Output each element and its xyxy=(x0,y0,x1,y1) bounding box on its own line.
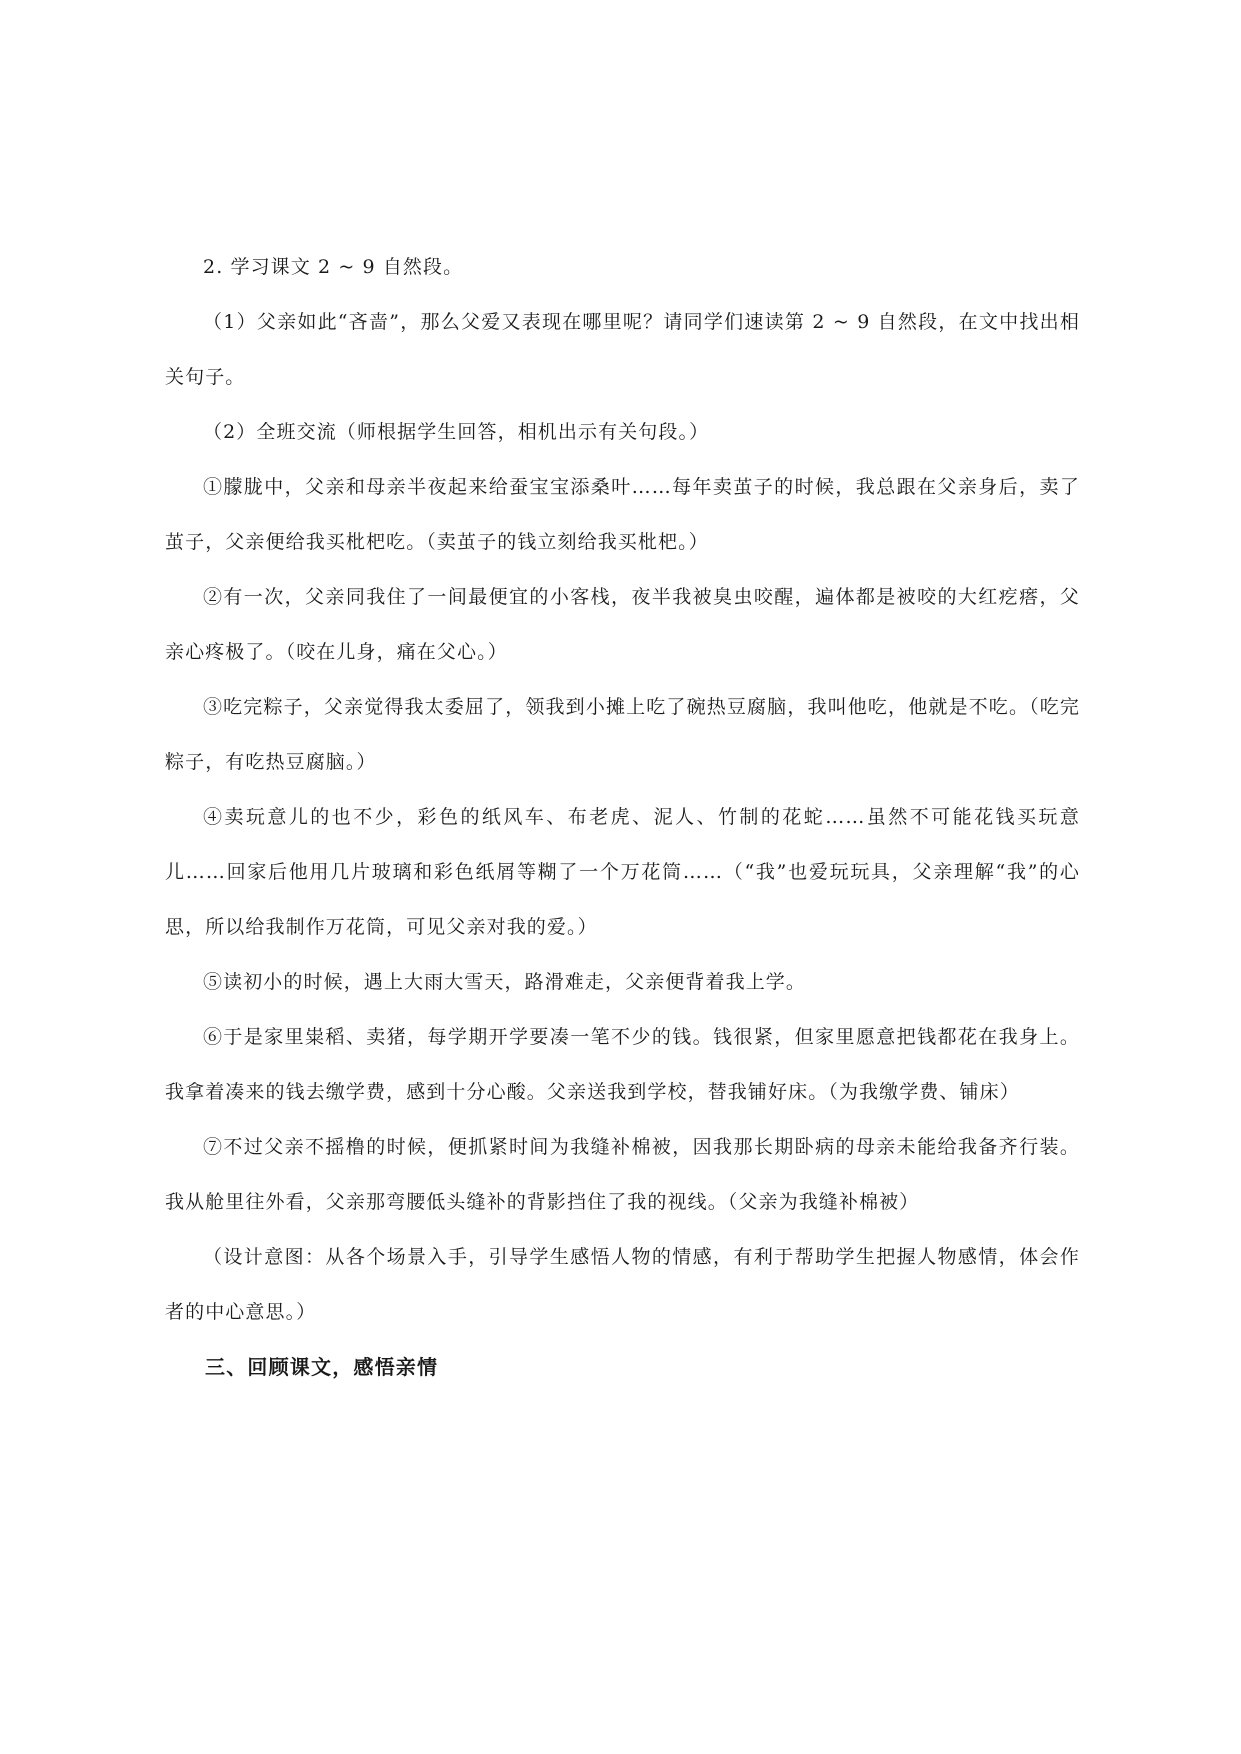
excerpt-1: ①朦胧中，父亲和母亲半夜起来给蚕宝宝添桑叶……每年卖茧子的时候，我总跟在父亲身后，卖了茧子，父亲便给我买枇杷吃。（卖茧子的钱立刻给我买枇杷。） xyxy=(165,476,1080,553)
question-2: （2）全班交流（师根据学生回答，相机出示有关句段。） xyxy=(203,421,710,443)
excerpt-3: ③吃完粽子，父亲觉得我太委屈了，领我到小摊上吃了碗热豆腐脑，我叫他吃，他就是不吃。（吃完粽子，有吃热豆腐脑。） xyxy=(165,696,1080,773)
design-intent-note: （设计意图：从各个场景入手，引导学生感悟人物的情感，有利于帮助学生把握人物感情，体会作者的中心意思。） xyxy=(165,1246,1080,1323)
section-heading: 三、回顾课文，感悟亲情 xyxy=(205,1355,439,1379)
page-content xyxy=(165,240,1080,1395)
excerpt-7: ⑦不过父亲不摇橹的时候，便抓紧时间为我缝补棉被，因我那长期卧病的母亲未能给我备齐行装。我从舱里往外看，父亲那弯腰低头缝补的背影挡住了我的视线。（父亲为我缝补棉被） xyxy=(165,1136,1080,1213)
question-1: （1）父亲如此“吝啬”，那么父爱又表现在哪里呢？请同学们速读第 2 ~ 9 自然段，在文中找出相关句子。 xyxy=(165,311,1080,388)
excerpt-6: ⑥于是家里粜稻、卖猪，每学期开学要凑一笔不少的钱。钱很紧，但家里愿意把钱都花在我身上。我拿着凑来的钱去缴学费，感到十分心酸。父亲送我到学校，替我铺好床。（为我缴学费、铺床） xyxy=(165,1026,1080,1103)
excerpt-2: ②有一次，父亲同我住了一间最便宜的小客栈，夜半我被臭虫咬醒，遍体都是被咬的大红疙瘩，父亲心疼极了。（咬在儿身，痛在父心。） xyxy=(165,586,1080,663)
step-title: 2. 学习课文 2 ~ 9 自然段。 xyxy=(203,256,464,278)
excerpt-4: ④卖玩意儿的也不少，彩色的纸风车、布老虎、泥人、竹制的花蛇……虽然不可能花钱买玩意儿……回家后他用几片玻璃和彩色纸屑等糊了一个万花筒……（“我”也爱玩玩具，父亲理解“我”的心思，所以给我制作万花筒，可见父亲对我的爱。） xyxy=(165,806,1080,938)
excerpt-5: ⑤读初小的时候，遇上大雨大雪天，路滑难走，父亲便背着我上学。 xyxy=(203,971,807,993)
